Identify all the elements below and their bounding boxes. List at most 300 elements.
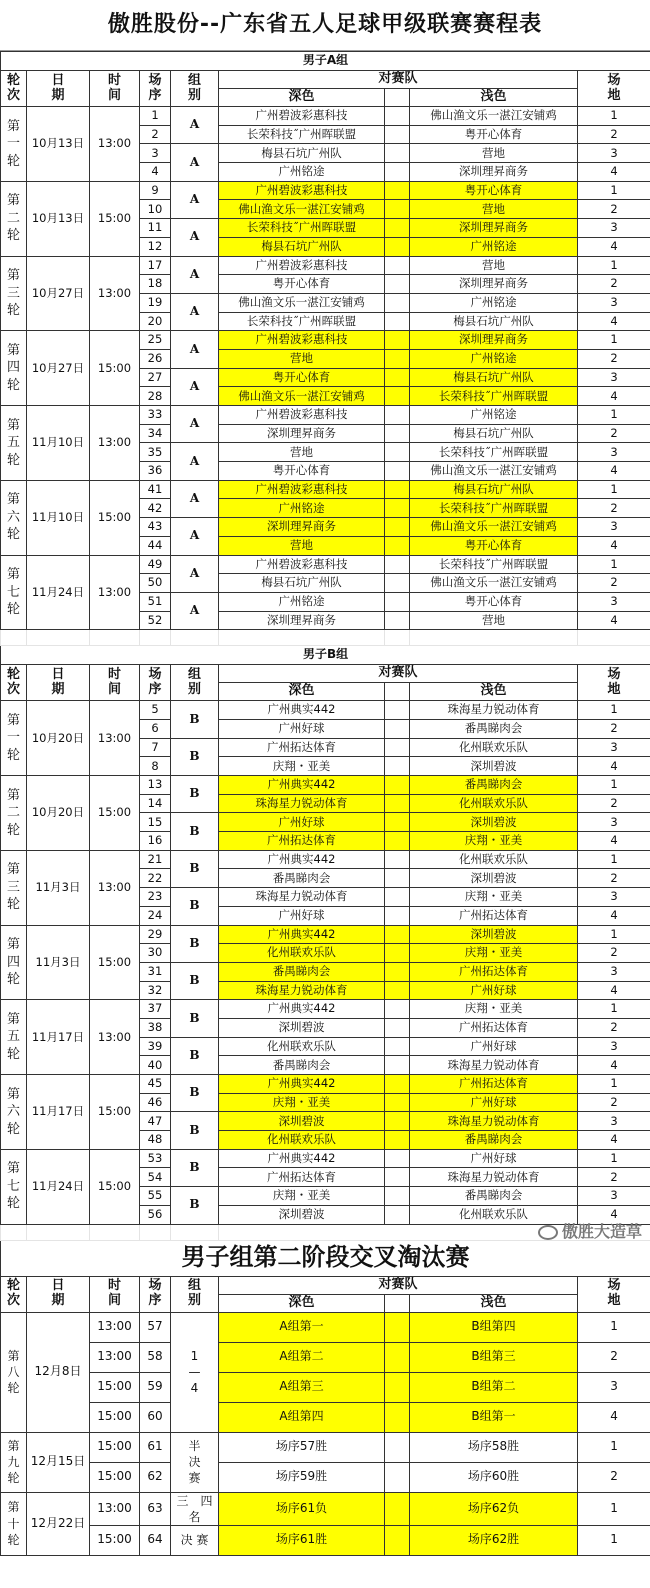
team-separator bbox=[385, 536, 410, 555]
dark-team: 粤开心体育 bbox=[219, 462, 385, 481]
team-separator bbox=[385, 1037, 410, 1056]
group-label: B bbox=[171, 1037, 219, 1074]
match-row bbox=[1, 1462, 650, 1492]
spacer-cell bbox=[140, 1224, 171, 1240]
group-label: B bbox=[171, 738, 219, 775]
match-time: 13:00 bbox=[90, 701, 140, 776]
round-label: 第 四 轮 bbox=[1, 925, 27, 1000]
match-number: 8 bbox=[140, 757, 171, 776]
dark-team: 化州联欢乐队 bbox=[219, 944, 385, 963]
match-row bbox=[1, 925, 650, 944]
header-no: 场 序 bbox=[140, 71, 171, 107]
match-number: 35 bbox=[140, 443, 171, 462]
match-row bbox=[1, 331, 650, 350]
light-team: 化州联欢乐队 bbox=[410, 794, 578, 813]
venue-number: 1 bbox=[578, 555, 650, 574]
header-gap bbox=[385, 683, 410, 701]
light-team: 广州铭途 bbox=[410, 293, 578, 312]
dark-team: 场序57胜 bbox=[219, 1432, 385, 1462]
light-team: 营地 bbox=[410, 200, 578, 219]
venue-number: 1 bbox=[578, 701, 650, 720]
match-number: 6 bbox=[140, 719, 171, 738]
match-number: 55 bbox=[140, 1187, 171, 1206]
venue-number: 2 bbox=[578, 349, 650, 368]
light-team: 广州拓达体育 bbox=[410, 1018, 578, 1037]
venue-number: 3 bbox=[578, 518, 650, 537]
spacer-cell bbox=[27, 630, 90, 646]
match-number: 21 bbox=[140, 850, 171, 869]
spacer-cell bbox=[90, 630, 140, 646]
match-number: 18 bbox=[140, 275, 171, 294]
light-team: 梅县石坑广州队 bbox=[410, 368, 578, 387]
header-no: 场 序 bbox=[140, 1276, 171, 1312]
light-team: 佛山渔文乐一湛江安铺鸡 bbox=[410, 107, 578, 126]
dark-team: 广州铭途 bbox=[219, 163, 385, 182]
group-label: A bbox=[171, 406, 219, 443]
team-separator bbox=[385, 1168, 410, 1187]
light-team: B组第四 bbox=[410, 1312, 578, 1342]
match-number: 45 bbox=[140, 1075, 171, 1094]
match-number: 31 bbox=[140, 962, 171, 981]
dark-team: 庆翔・亚美 bbox=[219, 1187, 385, 1206]
team-separator bbox=[385, 944, 410, 963]
team-separator bbox=[385, 574, 410, 593]
light-team: 粤开心体育 bbox=[410, 536, 578, 555]
light-team: 营地 bbox=[410, 144, 578, 163]
light-team: 粤开心体育 bbox=[410, 125, 578, 144]
dark-team: 长荣科技˝广州晖联盟 bbox=[219, 125, 385, 144]
match-number: 50 bbox=[140, 574, 171, 593]
team-separator bbox=[385, 813, 410, 832]
venue-number: 2 bbox=[578, 424, 650, 443]
watermark-text: 傲胜大造草 bbox=[562, 1221, 643, 1241]
match-number: 1 bbox=[140, 107, 171, 126]
venue-number: 4 bbox=[578, 1056, 650, 1075]
venue-number: 1 bbox=[578, 776, 650, 795]
light-team: 深圳理昇商务 bbox=[410, 219, 578, 238]
venue-number: 1 bbox=[578, 1492, 650, 1525]
dark-team: 广州铭途 bbox=[219, 499, 385, 518]
light-team: 营地 bbox=[410, 611, 578, 630]
round-label: 第 一 轮 bbox=[1, 701, 27, 776]
match-number: 23 bbox=[140, 888, 171, 907]
stage-label: 1 — 4 bbox=[171, 1312, 219, 1432]
venue-number: 2 bbox=[578, 275, 650, 294]
venue-number: 4 bbox=[578, 237, 650, 256]
venue-number: 1 bbox=[578, 925, 650, 944]
venue-number: 1 bbox=[578, 1432, 650, 1462]
team-separator bbox=[385, 1525, 410, 1555]
venue-number: 1 bbox=[578, 181, 650, 200]
light-team: 深圳理昇商务 bbox=[410, 275, 578, 294]
header-round: 轮 次 bbox=[1, 1276, 27, 1312]
team-separator bbox=[385, 592, 410, 611]
venue-number: 2 bbox=[578, 1168, 650, 1187]
group-label: A bbox=[171, 480, 219, 517]
team-separator bbox=[385, 1187, 410, 1206]
team-separator bbox=[385, 1312, 410, 1342]
match-number: 27 bbox=[140, 368, 171, 387]
match-number: 47 bbox=[140, 1112, 171, 1131]
venue-number: 1 bbox=[578, 1149, 650, 1168]
header-teams: 对赛队 bbox=[219, 1276, 578, 1294]
match-number: 15 bbox=[140, 813, 171, 832]
group-label: A bbox=[171, 331, 219, 368]
match-time: 13:00 bbox=[90, 1000, 140, 1075]
match-row bbox=[1, 406, 650, 425]
dark-team: 长荣科技˝广州晖联盟 bbox=[219, 312, 385, 331]
match-row bbox=[1, 1149, 650, 1168]
match-row bbox=[1, 1432, 650, 1462]
light-team: 番禺睇肉会 bbox=[410, 1187, 578, 1206]
match-number: 39 bbox=[140, 1037, 171, 1056]
group-label: A bbox=[171, 368, 219, 405]
dark-team: 广州碧波彩惠科技 bbox=[219, 331, 385, 350]
dark-team: 珠海星力锐动体育 bbox=[219, 794, 385, 813]
venue-number: 1 bbox=[578, 107, 650, 126]
stage-label: 三 四 名 bbox=[171, 1492, 219, 1525]
header-light: 浅色 bbox=[410, 683, 578, 701]
group-label: B bbox=[171, 888, 219, 925]
dark-team: 佛山渔文乐一湛江安铺鸡 bbox=[219, 200, 385, 219]
team-separator bbox=[385, 794, 410, 813]
team-separator bbox=[385, 462, 410, 481]
match-number: 10 bbox=[140, 200, 171, 219]
light-team: 粤开心体育 bbox=[410, 181, 578, 200]
dark-team: 粤开心体育 bbox=[219, 275, 385, 294]
header-date: 日 期 bbox=[27, 71, 90, 107]
match-time: 15:00 bbox=[90, 1149, 140, 1224]
match-time: 15:00 bbox=[90, 925, 140, 1000]
spacer-row bbox=[1, 1224, 650, 1240]
venue-number: 3 bbox=[578, 144, 650, 163]
match-number: 49 bbox=[140, 555, 171, 574]
match-number: 51 bbox=[140, 592, 171, 611]
match-time: 15:00 bbox=[90, 1462, 140, 1492]
venue-number: 4 bbox=[578, 1205, 650, 1224]
dark-team: A组第三 bbox=[219, 1372, 385, 1402]
team-separator bbox=[385, 1149, 410, 1168]
header-no: 场 序 bbox=[140, 665, 171, 701]
venue-number: 4 bbox=[578, 757, 650, 776]
venue-number: 2 bbox=[578, 1342, 650, 1372]
spacer-cell bbox=[27, 1224, 90, 1240]
round-label: 第 三 轮 bbox=[1, 850, 27, 925]
team-separator bbox=[385, 869, 410, 888]
match-time: 13:00 bbox=[90, 1312, 140, 1342]
team-separator bbox=[385, 518, 410, 537]
match-number: 57 bbox=[140, 1312, 171, 1342]
dark-team: 广州拓达体育 bbox=[219, 738, 385, 757]
light-team: 庆翔・亚美 bbox=[410, 832, 578, 851]
light-team: 广州好球 bbox=[410, 1093, 578, 1112]
match-number: 2 bbox=[140, 125, 171, 144]
match-time: 15:00 bbox=[90, 1372, 140, 1402]
venue-number: 3 bbox=[578, 962, 650, 981]
venue-number: 3 bbox=[578, 738, 650, 757]
dark-team: 广州碧波彩惠科技 bbox=[219, 480, 385, 499]
light-team: 佛山渔文乐一湛江安铺鸡 bbox=[410, 574, 578, 593]
round-label: 第 七 轮 bbox=[1, 1149, 27, 1224]
light-team: 庆翔・亚美 bbox=[410, 944, 578, 963]
venue-number: 1 bbox=[578, 256, 650, 275]
group-label: B bbox=[171, 925, 219, 962]
venue-number: 3 bbox=[578, 1037, 650, 1056]
match-row bbox=[1, 1075, 650, 1094]
dark-team: 场序61胜 bbox=[219, 1525, 385, 1555]
venue-number: 3 bbox=[578, 1187, 650, 1206]
dark-team: 深圳理昇商务 bbox=[219, 518, 385, 537]
venue-number: 2 bbox=[578, 125, 650, 144]
round-label: 第 五 轮 bbox=[1, 1000, 27, 1075]
match-date: 11月17日 bbox=[27, 1000, 90, 1075]
match-date: 12月15日 bbox=[27, 1432, 90, 1492]
venue-number: 4 bbox=[578, 1402, 650, 1432]
header-time: 时 间 bbox=[90, 665, 140, 701]
light-team: 深圳理昇商务 bbox=[410, 163, 578, 182]
match-date: 12月22日 bbox=[27, 1492, 90, 1555]
match-number: 42 bbox=[140, 499, 171, 518]
round-label: 第 二 轮 bbox=[1, 776, 27, 851]
venue-number: 3 bbox=[578, 813, 650, 832]
light-team: 庆翔・亚美 bbox=[410, 1000, 578, 1019]
dark-team: 化州联欢乐队 bbox=[219, 1131, 385, 1150]
team-separator bbox=[385, 424, 410, 443]
header-row bbox=[1, 1276, 650, 1294]
match-number: 19 bbox=[140, 293, 171, 312]
light-team: 深圳碧波 bbox=[410, 869, 578, 888]
venue-number: 3 bbox=[578, 219, 650, 238]
light-team: 化州联欢乐队 bbox=[410, 1205, 578, 1224]
match-number: 48 bbox=[140, 1131, 171, 1150]
team-separator bbox=[385, 200, 410, 219]
header-date: 日 期 bbox=[27, 665, 90, 701]
match-time: 15:00 bbox=[90, 480, 140, 555]
light-team: 珠海星力锐动体育 bbox=[410, 1168, 578, 1187]
group-label: A bbox=[171, 144, 219, 181]
venue-number: 4 bbox=[578, 312, 650, 331]
match-row bbox=[1, 1342, 650, 1372]
match-date: 11月3日 bbox=[27, 850, 90, 925]
match-time: 15:00 bbox=[90, 181, 140, 256]
section-title-row bbox=[1, 1240, 650, 1276]
dark-team: 广州典实442 bbox=[219, 1000, 385, 1019]
light-team: 广州铭途 bbox=[410, 406, 578, 425]
group-label: B bbox=[171, 813, 219, 850]
venue-number: 4 bbox=[578, 163, 650, 182]
spacer-cell bbox=[90, 1224, 140, 1240]
match-date: 11月17日 bbox=[27, 1075, 90, 1150]
match-number: 33 bbox=[140, 406, 171, 425]
header-time: 时 间 bbox=[90, 71, 140, 107]
light-team: B组第三 bbox=[410, 1342, 578, 1372]
team-separator bbox=[385, 312, 410, 331]
team-separator bbox=[385, 331, 410, 350]
header-group: 组 别 bbox=[171, 1276, 219, 1312]
group-label: B bbox=[171, 1149, 219, 1186]
match-number: 40 bbox=[140, 1056, 171, 1075]
match-row bbox=[1, 1372, 650, 1402]
team-separator bbox=[385, 832, 410, 851]
dark-team: A组第一 bbox=[219, 1312, 385, 1342]
dark-team: 佛山渔文乐一湛江安铺鸡 bbox=[219, 293, 385, 312]
venue-number: 2 bbox=[578, 1018, 650, 1037]
match-date: 10月13日 bbox=[27, 107, 90, 182]
venue-number: 1 bbox=[578, 850, 650, 869]
header-teams: 对赛队 bbox=[219, 665, 578, 683]
match-number: 13 bbox=[140, 776, 171, 795]
light-team: 场序62负 bbox=[410, 1492, 578, 1525]
dark-team: 梅县石坑广州队 bbox=[219, 237, 385, 256]
team-separator bbox=[385, 1432, 410, 1462]
dark-team: 场序61负 bbox=[219, 1492, 385, 1525]
group-label: A bbox=[171, 181, 219, 218]
match-number: 59 bbox=[140, 1372, 171, 1402]
match-number: 52 bbox=[140, 611, 171, 630]
dark-team: 广州典实442 bbox=[219, 1149, 385, 1168]
team-separator bbox=[385, 611, 410, 630]
match-row bbox=[1, 1312, 650, 1342]
dark-team: 梅县石坑广州队 bbox=[219, 574, 385, 593]
dark-team: 深圳碧波 bbox=[219, 1018, 385, 1037]
dark-team: 番禺睇肉会 bbox=[219, 962, 385, 981]
dark-team: 深圳理昇商务 bbox=[219, 611, 385, 630]
match-time: 13:00 bbox=[90, 107, 140, 182]
team-separator bbox=[385, 237, 410, 256]
match-number: 17 bbox=[140, 256, 171, 275]
team-separator bbox=[385, 368, 410, 387]
venue-number: 3 bbox=[578, 293, 650, 312]
venue-number: 1 bbox=[578, 480, 650, 499]
match-row bbox=[1, 107, 650, 126]
header-group: 组 别 bbox=[171, 665, 219, 701]
section-title: 男子B组 bbox=[1, 646, 650, 665]
light-team: 广州拓达体育 bbox=[410, 962, 578, 981]
match-date: 10月20日 bbox=[27, 701, 90, 776]
group-label: B bbox=[171, 962, 219, 999]
light-team: 佛山渔文乐一湛江安铺鸡 bbox=[410, 462, 578, 481]
light-team: 广州拓达体育 bbox=[410, 906, 578, 925]
venue-number: 2 bbox=[578, 499, 650, 518]
match-number: 63 bbox=[140, 1492, 171, 1525]
match-number: 26 bbox=[140, 349, 171, 368]
match-date: 11月24日 bbox=[27, 1149, 90, 1224]
match-row bbox=[1, 1525, 650, 1555]
venue-number: 2 bbox=[578, 944, 650, 963]
team-separator bbox=[385, 163, 410, 182]
team-separator bbox=[385, 1018, 410, 1037]
match-date: 10月27日 bbox=[27, 331, 90, 406]
match-number: 60 bbox=[140, 1402, 171, 1432]
dark-team: 广州碧波彩惠科技 bbox=[219, 256, 385, 275]
match-row bbox=[1, 256, 650, 275]
light-team: 珠海星力锐动体育 bbox=[410, 1056, 578, 1075]
team-separator bbox=[385, 275, 410, 294]
header-teams: 对赛队 bbox=[219, 71, 578, 89]
group-label: A bbox=[171, 293, 219, 330]
section-title-row bbox=[1, 52, 650, 71]
team-separator bbox=[385, 293, 410, 312]
match-date: 11月10日 bbox=[27, 480, 90, 555]
light-team: B组第一 bbox=[410, 1402, 578, 1432]
venue-number: 1 bbox=[578, 1000, 650, 1019]
round-label: 第 六 轮 bbox=[1, 480, 27, 555]
group-label: A bbox=[171, 592, 219, 629]
venue-number: 4 bbox=[578, 906, 650, 925]
team-separator bbox=[385, 349, 410, 368]
team-separator bbox=[385, 1112, 410, 1131]
schedule-table bbox=[0, 51, 650, 1556]
header-dark: 深色 bbox=[219, 1294, 385, 1312]
match-number: 30 bbox=[140, 944, 171, 963]
dark-team: 广州碧波彩惠科技 bbox=[219, 555, 385, 574]
match-row bbox=[1, 181, 650, 200]
light-team: 珠海星力锐动体育 bbox=[410, 1112, 578, 1131]
dark-team: 广州铭途 bbox=[219, 592, 385, 611]
team-separator bbox=[385, 925, 410, 944]
dark-team: 广州碧波彩惠科技 bbox=[219, 406, 385, 425]
dark-team: 深圳理昇商务 bbox=[219, 424, 385, 443]
team-separator bbox=[385, 888, 410, 907]
team-separator bbox=[385, 181, 410, 200]
dark-team: 梅县石坑广州队 bbox=[219, 144, 385, 163]
dark-team: 广州好球 bbox=[219, 906, 385, 925]
match-number: 14 bbox=[140, 794, 171, 813]
light-team: 梅县石坑广州队 bbox=[410, 424, 578, 443]
light-team: 深圳碧波 bbox=[410, 925, 578, 944]
group-label: B bbox=[171, 1112, 219, 1149]
venue-number: 3 bbox=[578, 368, 650, 387]
venue-number: 4 bbox=[578, 981, 650, 1000]
team-separator bbox=[385, 738, 410, 757]
team-separator bbox=[385, 1492, 410, 1525]
team-separator bbox=[385, 256, 410, 275]
header-group: 组 别 bbox=[171, 71, 219, 107]
match-number: 12 bbox=[140, 237, 171, 256]
group-label: A bbox=[171, 443, 219, 480]
team-separator bbox=[385, 1372, 410, 1402]
match-number: 64 bbox=[140, 1525, 171, 1555]
match-number: 28 bbox=[140, 387, 171, 406]
match-number: 44 bbox=[140, 536, 171, 555]
venue-number: 3 bbox=[578, 888, 650, 907]
match-time: 15:00 bbox=[90, 331, 140, 406]
header-round: 轮 次 bbox=[1, 665, 27, 701]
header-date: 日 期 bbox=[27, 1276, 90, 1312]
dark-team: 广州碧波彩惠科技 bbox=[219, 181, 385, 200]
group-label: A bbox=[171, 219, 219, 256]
team-separator bbox=[385, 776, 410, 795]
spacer-cell bbox=[385, 630, 410, 646]
venue-number: 2 bbox=[578, 794, 650, 813]
dark-team: 佛山渔文乐一湛江安铺鸡 bbox=[219, 387, 385, 406]
team-separator bbox=[385, 1056, 410, 1075]
match-row bbox=[1, 480, 650, 499]
group-label: B bbox=[171, 1000, 219, 1037]
match-number: 22 bbox=[140, 869, 171, 888]
venue-number: 4 bbox=[578, 536, 650, 555]
light-team: 场序62胜 bbox=[410, 1525, 578, 1555]
round-label: 第 二 轮 bbox=[1, 181, 27, 256]
round-label: 第 七 轮 bbox=[1, 555, 27, 630]
team-separator bbox=[385, 1000, 410, 1019]
group-label: A bbox=[171, 555, 219, 592]
dark-team: 庆翔・亚美 bbox=[219, 1093, 385, 1112]
light-team: 深圳碧波 bbox=[410, 757, 578, 776]
header-dark: 深色 bbox=[219, 89, 385, 107]
match-row bbox=[1, 1402, 650, 1432]
team-separator bbox=[385, 701, 410, 720]
